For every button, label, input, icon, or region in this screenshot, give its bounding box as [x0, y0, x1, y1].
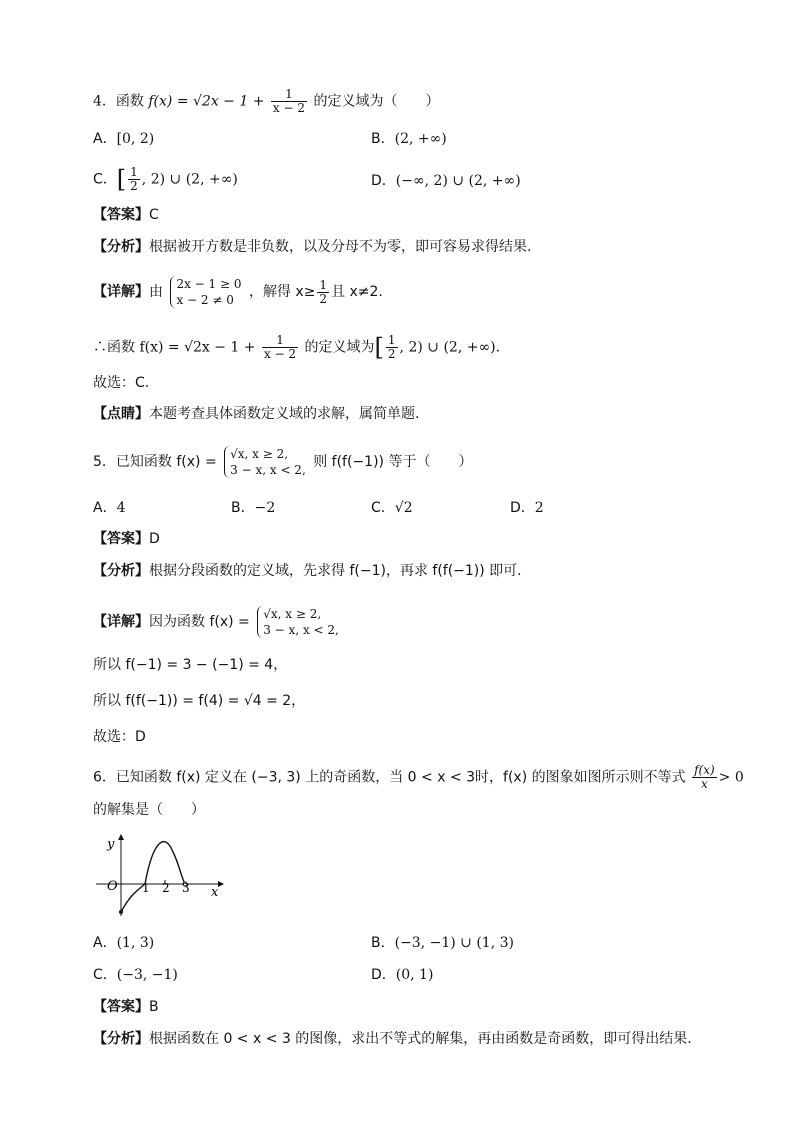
q4-stem: 4．函数 f(x) = √2x − 1 + $\frac{1}{x - 2}$ 的定义域为（ ）: [93, 87, 440, 115]
q4-choose: 故选：C.: [93, 375, 150, 391]
origin-label: O: [107, 879, 118, 894]
q5-option-a: A．4: [93, 500, 126, 516]
q6-option-d: D．(0, 1): [371, 967, 434, 983]
q5-choose: 故选：D: [93, 729, 146, 745]
q6-answer: 【答案】B: [93, 999, 159, 1015]
q6-option-a: A．(1, 3): [93, 935, 155, 951]
q4-option-c: C．[ $\frac{1}{2}$ , 2) ∪ (2, +∞): [93, 165, 238, 194]
q4-option-a: A．[0, 2): [93, 131, 155, 147]
q5-stem: 5．已知函数 f(x) = √x, x ≥ 2, 3 − x, x < 2, 则 f(f(−1)) 等于（ ）: [93, 447, 473, 477]
q4-detail: 【详解】由 2x − 1 ≥ 0 x − 2 ≠ 0 ，解得 x≥ $\frac{1}{2}$ 且 x≠2.: [93, 277, 383, 307]
tick-1: 1: [142, 881, 150, 895]
function-curve: [121, 842, 185, 912]
q4-comment: 【点睛】本题考查具体函数定义域的求解，属简单题.: [93, 406, 420, 422]
q6-stem-line-1: 6．已知函数 f(x) 定义在 (−3, 3) 上的奇函数，当 0 < x < 3时，f(x) 的图象如图所示则不等式 $\frac{f(x)}{x}$ > 0: [93, 763, 744, 791]
q4-function: f(x) = √2x − 1 +: [148, 93, 265, 110]
q4-conclusion: ∴函数 f(x) = √2x − 1 + $\frac{1}{x - 2}$ 的定义域为[ $\frac{1}{2}$ , 2) ∪ (2, +∞).: [93, 333, 501, 362]
tick-3: 3: [182, 881, 190, 895]
tick-2: 2: [162, 881, 170, 895]
q4-answer: 【答案】C: [93, 207, 159, 223]
y-axis-arrow: [118, 834, 124, 840]
q6-option-b: B．(−3, −1) ∪ (1, 3): [371, 935, 514, 951]
q4-option-b: B．(2, +∞): [371, 131, 447, 147]
q5-step-1: 所以 f(−1) = 3 − (−1) = 4，: [93, 657, 288, 673]
q6-analysis: 【分析】根据函数在 0 < x < 3 的图像，求出不等式的解集，再由函数是奇函数，即可得出结果.: [93, 1031, 692, 1047]
q5-piecewise: √x, x ≥ 2, 3 − x, x < 2,: [224, 446, 306, 478]
q5-detail: 【详解】因为函数 f(x) = √x, x ≥ 2, 3 − x, x < 2,: [93, 607, 339, 637]
q4-option-d: D．(−∞, 2) ∪ (2, +∞): [371, 173, 521, 189]
q4-system: 2x − 1 ≥ 0 x − 2 ≠ 0: [170, 276, 241, 308]
q6-option-c: C．(−3, −1): [93, 967, 178, 983]
x-axis-arrow: [218, 881, 224, 887]
q5-option-b: B．−2: [231, 500, 276, 516]
q4-analysis: 【分析】根据被开方数是非负数，以及分母不为零，即可容易求得结果.: [93, 239, 532, 255]
q4-fraction: $\frac{1}{x - 2}$: [272, 87, 305, 115]
q6-graph: [93, 832, 228, 917]
q5-analysis: 【分析】根据分段函数的定义域，先求得 f(−1)，再求 f(f(−1)) 即可.: [93, 563, 522, 579]
q6-stem-line-2: 的解集是（ ）: [93, 802, 205, 818]
q5-step-2: 所以 f(f(−1)) = f(4) = √4 = 2，: [93, 693, 306, 709]
x-label: x: [211, 885, 219, 900]
q5-option-d: D．2: [510, 500, 544, 516]
y-label: y: [107, 837, 115, 852]
q5-answer: 【答案】D: [93, 531, 160, 547]
q5-option-c: C．√2: [371, 500, 413, 516]
curve-start-point: [119, 910, 123, 914]
